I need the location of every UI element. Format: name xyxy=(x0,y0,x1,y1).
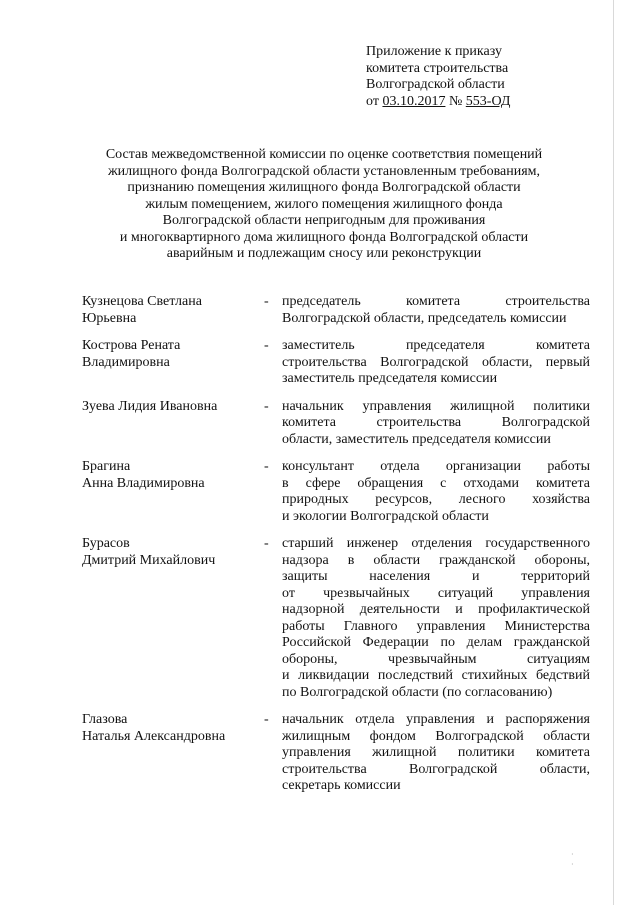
document-title xyxy=(60,147,588,263)
member-name: Зуева Лидия Ивановна xyxy=(82,398,218,414)
scan-artifact-dots: · · xyxy=(571,850,574,869)
member-entry xyxy=(0,399,640,449)
member-name: Брагина Анна Владимировна xyxy=(82,459,205,491)
member-entry xyxy=(0,536,640,701)
member-name: Кузнецова Светлана Юрьевна xyxy=(82,294,202,326)
member-role: начальник отдела управления и распоряжения жилищным фондом Волгоградской области управления жилищной политики комитета строительства Волгоградской области, секретарь комиссии xyxy=(282,712,590,793)
member-entry xyxy=(0,294,640,327)
appendix-prefix: от xyxy=(366,93,383,109)
dash-separator: - xyxy=(264,294,269,309)
title-line: признанию помещения жилищного фонда Волгоградской области xyxy=(127,180,521,195)
member-entry xyxy=(0,712,640,795)
title-line: аварийным и подлежащим сносу или реконструкции xyxy=(166,246,482,261)
dash-separator: - xyxy=(264,398,269,414)
member-entry xyxy=(0,459,640,525)
appendix-header xyxy=(366,44,606,110)
title-line: Волгоградской области непригодным для проживания xyxy=(162,213,486,228)
member-role: старший инженер отделения государственного надзора в области гражданской обороны, защиты населения и территорий от чрезвычайных ситуаций управления надзорной деятельности и профилактической работы Главного управления Министерства Российской Федерации по делам гражданской обороны, чрезвычайным ситуациям и ликвидации последствий стихийных бедствий по Волгоградской области (по согласованию) xyxy=(282,536,590,700)
appendix-line: Приложение к приказу xyxy=(366,44,502,59)
dash-separator: - xyxy=(264,712,269,727)
dash-separator: - xyxy=(264,338,269,353)
member-role: заместитель председателя комитета строительства Волгоградской области, первый заместитель председателя комиссии xyxy=(282,338,590,386)
order-number: 553-ОД xyxy=(465,93,511,109)
title-line: жилым помещением, жилого помещения жилищного фонда xyxy=(145,196,503,212)
appendix-order-line xyxy=(366,94,606,111)
member-role: начальник управления жилищной политики комитета строительства Волгоградской области, заместитель председателя комиссии xyxy=(282,398,590,447)
commission-members-list xyxy=(0,294,640,795)
member-name: Кострова Рената Владимировна xyxy=(82,338,181,370)
title-line: и многоквартирного дома жилищного фонда Волгоградской области xyxy=(119,229,529,245)
dash-separator: - xyxy=(264,459,269,474)
title-line: жилищного фонда Волгоградской области установленным требованиям, xyxy=(107,163,541,179)
order-date: 03.10.2017 xyxy=(382,93,446,109)
number-sign: № xyxy=(445,93,466,109)
member-role: председатель комитета строительства Волгоградской области, председатель комиссии xyxy=(282,294,590,326)
appendix-line: комитета строительства xyxy=(366,60,509,76)
member-name: Бурасов Дмитрий Михайлович xyxy=(82,536,216,568)
dash-separator: - xyxy=(264,536,269,551)
title-line: Состав межведомственной комиссии по оценке соответствия помещений xyxy=(105,147,543,162)
member-name: Глазова Наталья Александровна xyxy=(82,712,226,744)
member-role: консультант отдела организации работы в сфере обращения с отходами комитета природных ресурсов, лесного хозяйства и экологии Волгоградской области xyxy=(282,459,590,524)
member-entry xyxy=(0,338,640,388)
appendix-line: Волгоградской области xyxy=(366,77,505,92)
